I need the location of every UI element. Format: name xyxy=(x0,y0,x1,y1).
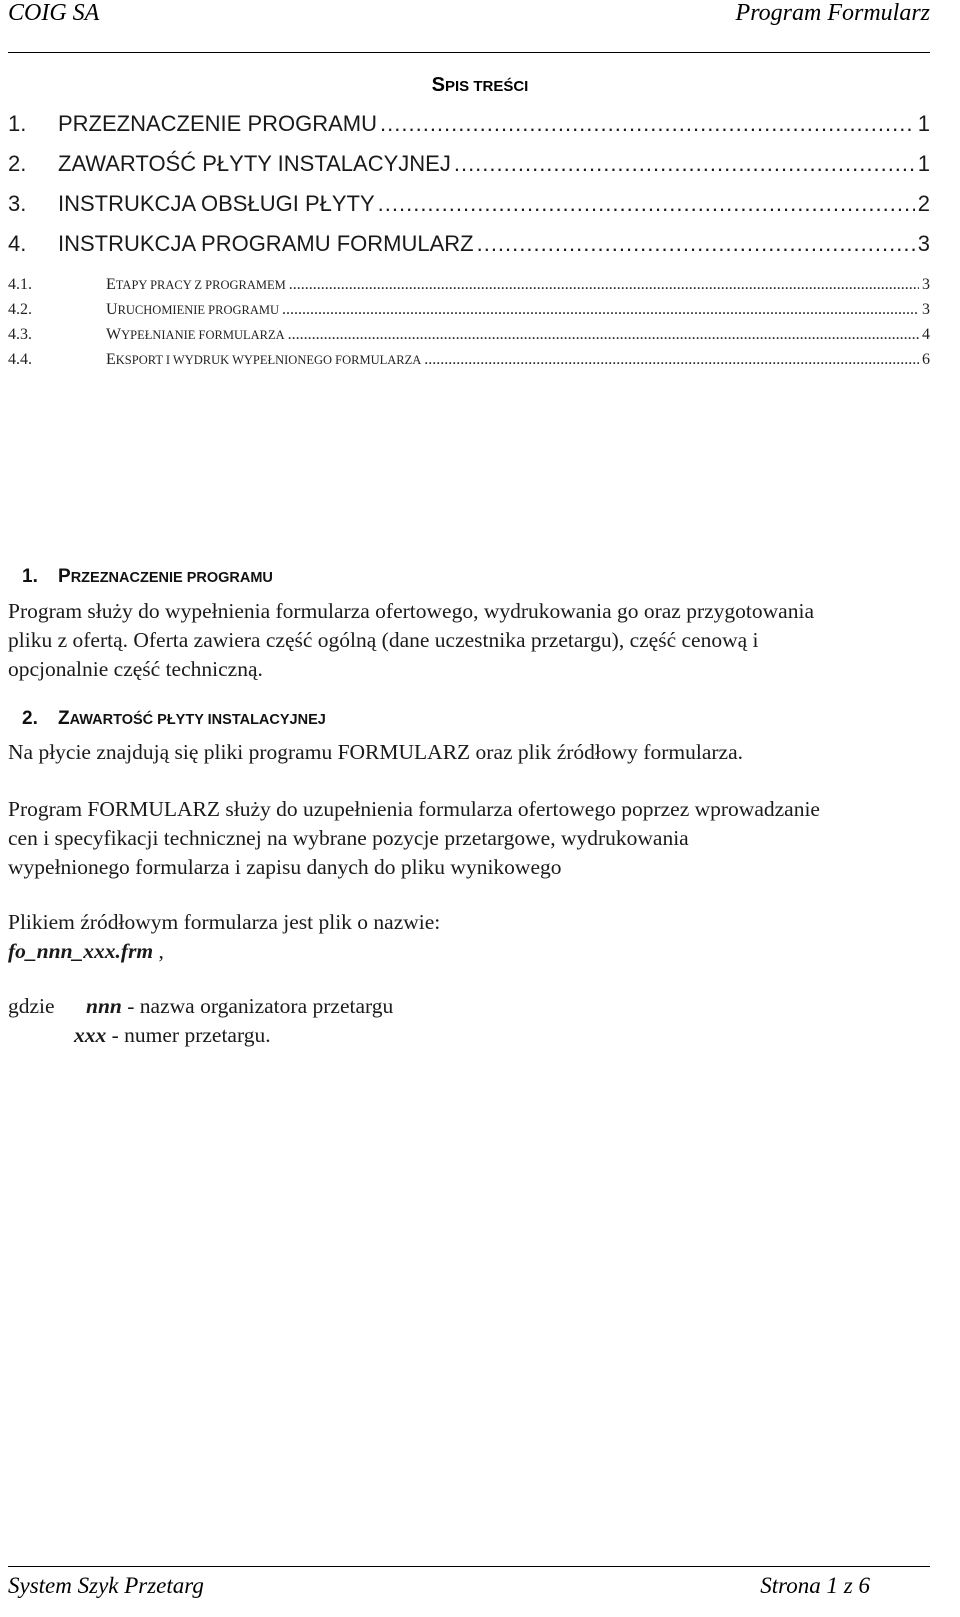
footer-system: System Szyk Przetarg xyxy=(8,1573,204,1598)
toc-item-number: 1. xyxy=(8,111,27,136)
toc-subitem-number: 4.4. xyxy=(8,351,32,368)
toc-subitem[interactable] xyxy=(8,326,930,351)
header-program: Program Formularz xyxy=(735,0,930,26)
toc-subitem-text: ETAPY PRACY Z PROGRAMEM xyxy=(106,276,286,293)
toc-subitem-text: URUCHOMIENIE PROGRAMU xyxy=(106,301,280,318)
toc-leader xyxy=(378,191,915,217)
toc-subitem-page: 4 xyxy=(922,326,930,343)
toc-item-page: 2 xyxy=(917,191,930,216)
toc-leader xyxy=(424,351,919,369)
toc-item-text: INSTRUKCJA PROGRAMU FORMULARZ xyxy=(58,231,474,256)
section-1-body: Program służy do wypełnienia formularza ofertowego, wydrukowania go oraz przygotowania pliku z ofertą. Oferta zawiera część ogólną (dane uczestnika przetargu), część cenową i opcjonalnie część techniczną. xyxy=(8,599,814,681)
toc-item-page: 3 xyxy=(917,231,930,256)
toc-item-page: 1 xyxy=(917,151,930,176)
toc-leader xyxy=(477,231,915,257)
toc-item-page: 1 xyxy=(917,111,930,136)
toc-item-text: INSTRUKCJA OBSŁUGI PŁYTY xyxy=(58,191,375,216)
header-company: COIG SA xyxy=(8,0,100,26)
toc-leader xyxy=(289,276,919,294)
toc-subitem-page: 6 xyxy=(922,351,930,368)
source-file-name: fo_nnn_xxx.frm , xyxy=(8,939,164,963)
legend-nnn: gdzie nnn - nazwa organizatora przetargu xyxy=(8,994,394,1018)
section-2-intro: Na płycie znajdują się pliki programu FORMULARZ oraz plik źródłowy formularza. xyxy=(8,740,743,764)
toc-item[interactable] xyxy=(8,111,930,151)
toc-main xyxy=(8,111,930,271)
toc-leader xyxy=(282,301,919,319)
toc-leader xyxy=(454,151,915,177)
toc-item[interactable] xyxy=(8,191,930,231)
toc-subitem-page: 3 xyxy=(922,301,930,318)
toc-item-number: 4. xyxy=(8,231,27,256)
toc-item-number: 2. xyxy=(8,151,27,176)
toc-item-number: 3. xyxy=(8,191,27,216)
section-2-description: Program FORMULARZ służy do uzupełnienia formularza ofertowego poprzez wprowadzanie cen i specyfikacji technicznej na wybrane pozycje przetargowe, wydrukowania wypełnionego formularza i zapisu danych do pliku wynikowego xyxy=(8,797,820,879)
toc-item[interactable] xyxy=(8,231,930,271)
toc-subitem-text: EKSPORT I WYDRUK WYPEŁNIONEGO FORMULARZA xyxy=(106,351,422,368)
section-2-heading: 2. ZAWARTOŚĆ PŁYTY INSTALACYJNEJ xyxy=(22,708,326,729)
toc-leader xyxy=(288,326,919,344)
toc-subitem-number: 4.1. xyxy=(8,276,32,293)
toc-leader xyxy=(380,111,915,137)
toc-subitem-number: 4.2. xyxy=(8,301,32,318)
toc-subitem[interactable] xyxy=(8,351,930,376)
page-header xyxy=(8,0,930,53)
toc-item[interactable] xyxy=(8,151,930,191)
toc-subitem-page: 3 xyxy=(922,276,930,293)
toc-subitem[interactable] xyxy=(8,301,930,326)
footer-page-number: Strona 1 z 6 xyxy=(760,1573,870,1598)
toc-subitem-text: WYPEŁNIANIE FORMULARZA xyxy=(106,326,285,343)
legend-xxx: xxx - numer przetargu. xyxy=(74,1023,271,1047)
toc-subsections xyxy=(8,276,930,376)
page-footer xyxy=(8,1566,930,1607)
toc-item-text: ZAWARTOŚĆ PŁYTY INSTALACYJNEJ xyxy=(58,151,451,176)
toc-subitem-number: 4.3. xyxy=(8,326,32,343)
section-1-heading: 1. PRZEZNACZENIE PROGRAMU xyxy=(22,566,273,587)
toc-item-text: PRZEZNACZENIE PROGRAMU xyxy=(58,111,378,136)
source-file-intro: Plikiem źródłowym formularza jest plik o nazwie: xyxy=(8,910,441,934)
toc-subitem[interactable] xyxy=(8,276,930,301)
toc-title: SPIS TREŚCI xyxy=(431,74,529,96)
